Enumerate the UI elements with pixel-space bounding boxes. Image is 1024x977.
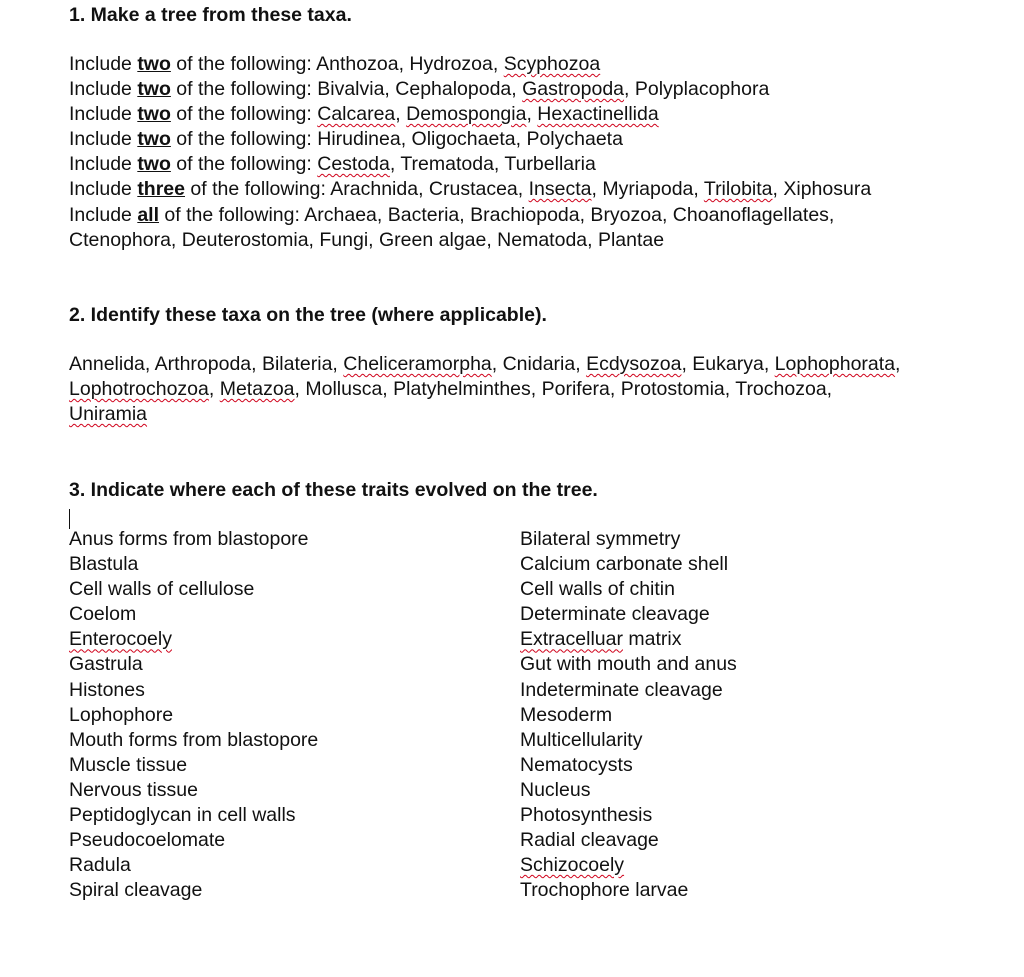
trait-item: Nucleus	[520, 778, 591, 801]
misspelled-word: Cestoda	[317, 153, 390, 175]
misspelled-word: Trilobita	[703, 178, 773, 200]
traits-right-column	[520, 527, 737, 903]
trait-item: Gastrula	[69, 653, 143, 676]
trait-item: Radial cleavage	[520, 829, 659, 852]
trait-item: Indeterminate cleavage	[520, 678, 723, 701]
q2-line-3	[69, 402, 147, 427]
trait-item: Photosynthesis	[520, 804, 653, 827]
misspelled-word: Demospongia	[406, 103, 527, 125]
q2-line-1: Annelida, Arthropoda, Bilateria, Cheliceramorpha, Cnidaria, Ecdysozoa, Eukarya, Lophophorata,	[69, 353, 901, 375]
qty-two: two	[137, 103, 171, 125]
misspelled-word: Metazoa	[219, 378, 295, 400]
trait-item: Multicellularity	[520, 728, 643, 751]
q1-line-7: Include all of the following: Archaea, Bacteria, Brachiopoda, Bryozoa, Choanoflagellates,	[69, 204, 835, 226]
q1-line-1: Include two of the following: Anthozoa, Hydrozoa, Scyphozoa	[69, 53, 601, 75]
text-cursor	[69, 509, 70, 529]
qty-all: all	[137, 204, 159, 226]
trait-item: Mouth forms from blastopore	[69, 728, 319, 751]
q2-line-2: Lophotrochozoa, Metazoa, Mollusca, Platyhelminthes, Porifera, Protostomia, Trochozoa,	[69, 378, 833, 400]
q3-heading: 3. Indicate where each of these traits evolved on the tree.	[69, 479, 598, 501]
q1-line-3: Include two of the following: Calcarea, Demospongia, Hexactinellida	[69, 103, 659, 125]
trait-item: Blastula	[69, 553, 139, 576]
trait-item	[520, 853, 737, 878]
trait-item: Anus forms from blastopore	[69, 528, 309, 550]
q1-heading: 1. Make a tree from these taxa.	[69, 4, 352, 26]
trait-item: Extracelluar matrix	[520, 628, 682, 651]
misspelled-word: Schizocoely	[520, 854, 625, 877]
trait-item: Nematocysts	[520, 753, 633, 776]
misspelled-word: Cheliceramorpha	[343, 353, 492, 375]
misspelled-word: Lophotrochozoa	[69, 378, 209, 400]
trait-item: Mesoderm	[520, 703, 613, 726]
trait-item: Cell walls of chitin	[520, 578, 675, 601]
q1-line-4: Include two of the following: Hirudinea, Oligochaeta, Polychaeta	[69, 128, 623, 150]
trait-item	[69, 627, 318, 652]
misspelled-word: Uniramia	[69, 403, 148, 425]
trait-item: Trochophore larvae	[520, 879, 689, 902]
trait-item: Pseudocoelomate	[69, 829, 226, 852]
trait-item: Lophophore	[69, 703, 174, 726]
trait-item: Calcium carbonate shell	[520, 553, 729, 576]
trait-item: Peptidoglycan in cell walls	[69, 804, 296, 827]
trait-item: Muscle tissue	[69, 753, 188, 776]
trait-item: Coelom	[69, 603, 137, 626]
trait-item: Spiral cleavage	[69, 879, 203, 902]
misspelled-word: Extracelluar	[520, 628, 623, 651]
misspelled-word: Lophophorata	[774, 353, 896, 375]
misspelled-word: Insecta	[528, 178, 592, 200]
misspelled-word: Enterocoely	[69, 628, 172, 651]
trait-item: Determinate cleavage	[520, 603, 710, 626]
q1-line-6: Include three of the following: Arachnida, Crustacea, Insecta, Myriapoda, Trilobita, Xiphosura	[69, 178, 872, 200]
qty-two: two	[137, 53, 171, 75]
misspelled-word: Gastropoda	[522, 78, 625, 100]
qty-three: three	[137, 178, 185, 200]
trait-item: Nervous tissue	[69, 778, 198, 801]
q2-heading: 2. Identify these taxa on the tree (where applicable).	[69, 304, 547, 326]
q1-line-2: Include two of the following: Bivalvia, Cephalopoda, Gastropoda, Polyplacophora	[69, 78, 770, 100]
misspelled-word: Calcarea	[317, 103, 396, 125]
trait-item: Bilateral symmetry	[520, 528, 681, 550]
qty-two: two	[137, 153, 171, 175]
trait-item: Histones	[69, 678, 145, 701]
trait-item: Gut with mouth and anus	[520, 653, 737, 676]
trait-item: Radula	[69, 854, 131, 877]
misspelled-word: Scyphozoa	[503, 53, 601, 75]
q1-continuation: Ctenophora, Deuterostomia, Fungi, Green algae, Nematoda, Plantae	[69, 229, 665, 251]
misspelled-word: Hexactinellida	[537, 103, 659, 125]
qty-two: two	[137, 78, 171, 100]
traits-left-column	[69, 527, 318, 903]
misspelled-word: Ecdysozoa	[586, 353, 682, 375]
q1-line-5: Include two of the following: Cestoda, Trematoda, Turbellaria	[69, 153, 596, 175]
trait-item: Cell walls of cellulose	[69, 578, 255, 601]
qty-two: two	[137, 128, 171, 150]
